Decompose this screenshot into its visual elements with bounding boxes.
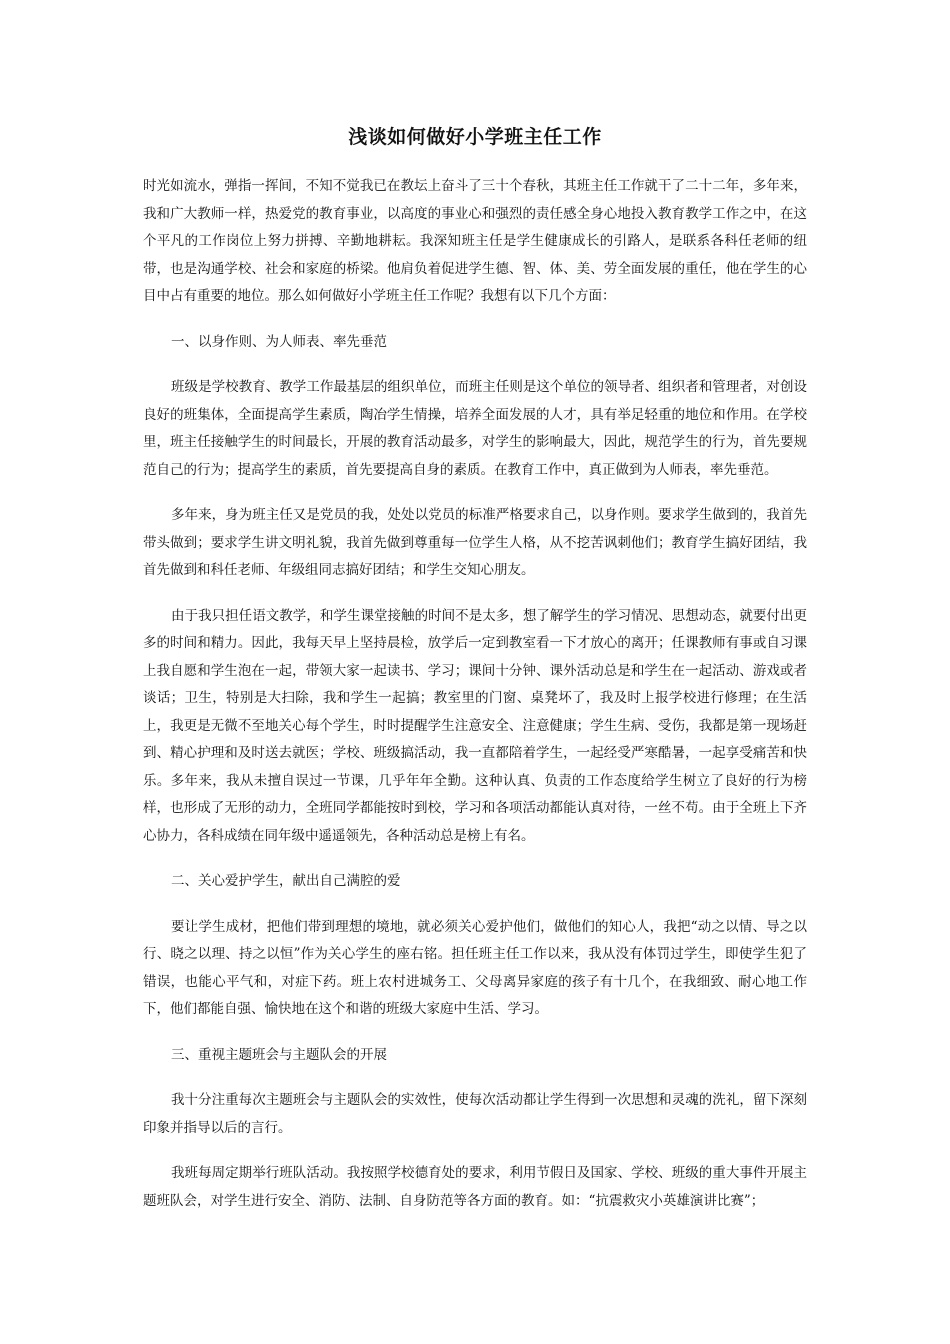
document-title: 浅谈如何做好小学班主任工作 (348, 126, 602, 148)
section-3-paragraph-1: 我十分注重每次主题班会与主题队会的实效性，使每次活动都让学生得到一次思想和灵魂的洗礼，留下深刻印象并指导以后的言行。 (143, 1092, 807, 1136)
section-1-paragraph-2: 多年来，身为班主任又是党员的我，处处以党员的标准严格要求自己，以身作则。要求学生做到的，我首先带头做到；要求学生讲文明礼貌，我首先做到尊重每一位学生人格，从不挖苦讽刺他们；教育学生搞好团结，我首先做到和科任老师、年级组同志搞好团结；和学生交知心朋友。 (143, 507, 807, 578)
section-3-paragraph-2: 我班每周定期举行班队活动。我按照学校德育处的要求，利用节假日及国家、学校、班级的重大事件开展主题班队会，对学生进行安全、消防、法制、自身防范等各方面的教育。如：“抗震救灾小英雄演讲比赛”； (143, 1165, 807, 1209)
document-body (143, 173, 807, 1233)
section-1-heading: 一、以身作则、为人师表、率先垂范 (171, 333, 387, 350)
intro-paragraph: 时光如流水，弹指一挥间，不知不觉我已在教坛上奋斗了三十个春秋，其班主任工作就干了二十二年，多年来，我和广大教师一样，热爱党的教育事业，以高度的事业心和强烈的责任感全身心地投入教育教学工作之中，在这个平凡的工作岗位上努力拼搏、辛勤地耕耘。我深知班主任是学生健康成长的引路人，是联系各科任老师的纽带，也是沟通学校、社会和家庭的桥梁。他肩负着促进学生德、智、体、美、劳全面发展的重任，他在学生的心目中占有重要的地位。那么如何做好小学班主任工作呢？我想有以下几个方面： (143, 178, 807, 304)
section-2-heading: 二、关心爱护学生，献出自己满腔的爱 (171, 873, 401, 889)
section-2-paragraph-1: 要让学生成材，把他们带到理想的境地，就必须关心爱护他们，做他们的知心人，我把“动之以情、导之以行、晓之以理、持之以恒”作为关心学生的座右铭。担任班主任工作以来，我从没有体罚过学生，即使学生犯了错误，也能心平气和，对症下药。班上农村进城务工、父母离异家庭的孩子有十几个，在我细致、耐心地工作下，他们都能自强、愉快地在这个和谐的班级大家庭中生活、学习。 (143, 918, 807, 1017)
section-1-paragraph-3: 由于我只担任语文教学，和学生课堂接触的时间不是太多，想了解学生的学习情况、思想动态，就要付出更多的时间和精力。因此，我每天早上坚持晨检，放学后一定到教室看一下才放心的离开；任课教师有事或自习课上我自愿和学生泡在一起，带领大家一起读书、学习；课间十分钟、课外活动总是和学生在一起活动、游戏或者谈话；卫生，特别是大扫除，我和学生一起搞；教室里的门窗、桌凳坏了，我及时上报学校进行修理；在生活上，我更是无微不至地关心每个学生，时时提醒学生注意安全、注意健康；学生生病、受伤，我都是第一现场赶到、精心护理和及时送去就医；学校、班级搞活动，我一直都陪着学生，一起经受严寒酷暑，一起享受痛苦和快乐。多年来，我从未擅自误过一节课，几乎年年全勤。这种认真、负责的工作态度给学生树立了良好的行为榜样，也形成了无形的动力，全班同学都能按时到校，学习和各项活动都能认真对待，一丝不苟。由于全班上下齐心协力，各科成绩在同年级中遥遥领先，各种活动总是榜上有名。 (143, 607, 807, 844)
section-3-heading: 三、重视主题班会与主题队会的开展 (171, 1046, 387, 1063)
section-1-paragraph-1: 班级是学校教育、教学工作最基层的组织单位，而班主任则是这个单位的领导者、组织者和管理者，对创设良好的班集体，全面提高学生素质，陶冶学生情操，培养全面发展的人才，具有举足轻重的地位和作用。在学校里，班主任接触学生的时间最长，开展的教育活动最多，对学生的影响最大，因此，规范学生的行为，首先要规范自己的行为；提高学生的素质，首先要提高自身的素质。在教育工作中，真正做到为人师表，率先垂范。 (143, 379, 807, 478)
